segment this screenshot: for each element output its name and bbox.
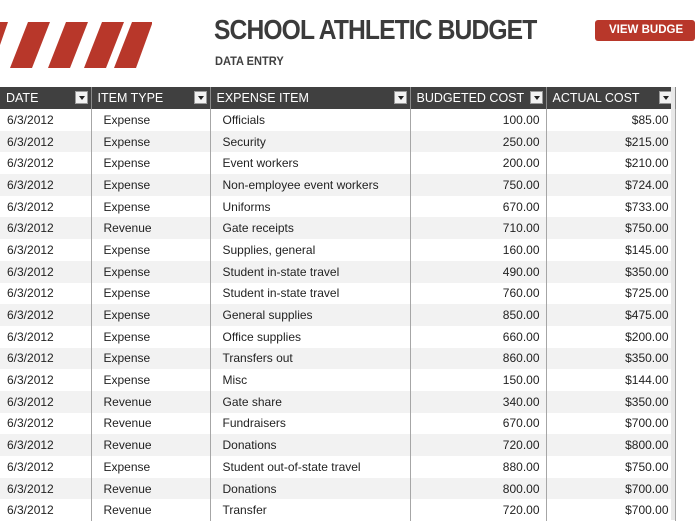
date-cell[interactable]: 6/3/2012 <box>0 304 91 326</box>
column-header-budgeted-cost <box>410 87 546 109</box>
column-header-label: BUDGETED COST <box>416 91 525 105</box>
actual-cost-cell[interactable]: $800.00 <box>546 434 675 456</box>
actual-cost-cell[interactable]: $733.00 <box>546 196 675 218</box>
column-header-expense-item <box>210 87 410 109</box>
budgeted-cost-cell[interactable]: 250.00 <box>410 131 546 153</box>
actual-cost-cell[interactable]: $200.00 <box>546 326 675 348</box>
expense-item-cell[interactable]: Donations <box>210 478 410 500</box>
header-stripes-decoration <box>0 22 152 68</box>
budget-table <box>0 87 676 521</box>
budgeted-cost-cell[interactable]: 720.00 <box>410 434 546 456</box>
column-header-actual-cost <box>546 87 675 109</box>
actual-cost-cell[interactable]: $700.00 <box>546 413 675 435</box>
expense-item-cell[interactable]: General supplies <box>210 304 410 326</box>
budgeted-cost-cell[interactable]: 670.00 <box>410 196 546 218</box>
table-row[interactable] <box>0 174 675 196</box>
column-header-label: EXPENSE ITEM <box>216 91 309 105</box>
budgeted-cost-cell[interactable]: 490.00 <box>410 261 546 283</box>
date-cell[interactable]: 6/3/2012 <box>0 369 91 391</box>
table-row[interactable] <box>0 239 675 261</box>
item-type-cell[interactable]: Expense <box>91 326 210 348</box>
actual-cost-cell[interactable]: $724.00 <box>546 174 675 196</box>
date-cell[interactable]: 6/3/2012 <box>0 239 91 261</box>
date-cell[interactable]: 6/3/2012 <box>0 348 91 370</box>
column-header-label: ACTUAL COST <box>552 91 640 105</box>
date-cell[interactable]: 6/3/2012 <box>0 456 91 478</box>
column-header-item-type <box>91 87 210 109</box>
table-row[interactable] <box>0 217 675 239</box>
expense-item-cell[interactable]: Officials <box>210 109 410 131</box>
expense-item-cell[interactable]: Gate receipts <box>210 217 410 239</box>
date-cell[interactable]: 6/3/2012 <box>0 478 91 500</box>
expense-item-cell[interactable]: Security <box>210 131 410 153</box>
page-subtitle: DATA ENTRY <box>215 54 284 68</box>
date-cell[interactable]: 6/3/2012 <box>0 217 91 239</box>
budgeted-cost-cell[interactable]: 720.00 <box>410 499 546 521</box>
table-row[interactable] <box>0 131 675 153</box>
budgeted-cost-cell[interactable]: 710.00 <box>410 217 546 239</box>
sheet-edge <box>671 87 675 520</box>
expense-item-cell[interactable]: Donations <box>210 434 410 456</box>
stripes-graphic <box>0 22 152 68</box>
expense-item-cell[interactable]: Non-employee event workers <box>210 174 410 196</box>
budgeted-cost-cell[interactable]: 660.00 <box>410 326 546 348</box>
budgeted-cost-cell[interactable]: 850.00 <box>410 304 546 326</box>
page-title: SCHOOL ATHLETIC BUDGET <box>214 14 537 45</box>
date-cell[interactable]: 6/3/2012 <box>0 326 91 348</box>
item-type-cell[interactable]: Expense <box>91 348 210 370</box>
table-row[interactable] <box>0 456 675 478</box>
actual-cost-cell[interactable]: $750.00 <box>546 217 675 239</box>
table-header-row <box>0 87 675 109</box>
date-cell[interactable]: 6/3/2012 <box>0 109 91 131</box>
actual-cost-cell[interactable]: $144.00 <box>546 369 675 391</box>
budgeted-cost-cell[interactable]: 860.00 <box>410 348 546 370</box>
column-header-label: ITEM TYPE <box>97 91 164 105</box>
item-type-cell[interactable]: Expense <box>91 131 210 153</box>
actual-cost-cell[interactable]: $215.00 <box>546 131 675 153</box>
table-row[interactable] <box>0 434 675 456</box>
budgeted-cost-cell[interactable]: 800.00 <box>410 478 546 500</box>
item-type-cell[interactable]: Expense <box>91 239 210 261</box>
table-row[interactable] <box>0 152 675 174</box>
item-type-cell[interactable]: Revenue <box>91 217 210 239</box>
item-type-cell[interactable]: Expense <box>91 196 210 218</box>
table-row[interactable] <box>0 413 675 435</box>
date-cell[interactable]: 6/3/2012 <box>0 283 91 305</box>
table-row[interactable] <box>0 196 675 218</box>
item-type-cell[interactable]: Revenue <box>91 413 210 435</box>
date-cell[interactable]: 6/3/2012 <box>0 413 91 435</box>
view-budget-button[interactable]: VIEW BUDGE <box>595 20 695 41</box>
budgeted-cost-cell[interactable]: 880.00 <box>410 456 546 478</box>
table-row[interactable] <box>0 304 675 326</box>
budgeted-cost-cell[interactable]: 340.00 <box>410 391 546 413</box>
actual-cost-cell[interactable]: $725.00 <box>546 283 675 305</box>
date-cell[interactable]: 6/3/2012 <box>0 434 91 456</box>
date-cell[interactable]: 6/3/2012 <box>0 174 91 196</box>
item-type-cell[interactable]: Revenue <box>91 391 210 413</box>
expense-item-cell[interactable]: Student out-of-state travel <box>210 456 410 478</box>
expense-item-cell[interactable]: Gate share <box>210 391 410 413</box>
expense-item-cell[interactable]: Misc <box>210 369 410 391</box>
item-type-cell[interactable]: Expense <box>91 109 210 131</box>
date-cell[interactable]: 6/3/2012 <box>0 499 91 521</box>
item-type-cell[interactable]: Revenue <box>91 478 210 500</box>
date-cell[interactable]: 6/3/2012 <box>0 261 91 283</box>
table-row[interactable] <box>0 109 675 131</box>
actual-cost-cell[interactable]: $350.00 <box>546 261 675 283</box>
item-type-cell[interactable]: Expense <box>91 152 210 174</box>
table-row[interactable] <box>0 326 675 348</box>
expense-item-cell[interactable]: Fundraisers <box>210 413 410 435</box>
actual-cost-cell[interactable]: $350.00 <box>546 391 675 413</box>
item-type-cell[interactable]: Expense <box>91 283 210 305</box>
date-cell[interactable]: 6/3/2012 <box>0 391 91 413</box>
budgeted-cost-cell[interactable]: 160.00 <box>410 239 546 261</box>
filter-dropdown-icon[interactable] <box>394 91 407 104</box>
table-row[interactable] <box>0 391 675 413</box>
budgeted-cost-cell[interactable]: 760.00 <box>410 283 546 305</box>
item-type-cell[interactable]: Revenue <box>91 499 210 521</box>
item-type-cell[interactable]: Expense <box>91 456 210 478</box>
column-header-label: DATE <box>6 91 39 105</box>
actual-cost-cell[interactable]: $475.00 <box>546 304 675 326</box>
filter-dropdown-icon[interactable] <box>659 91 672 104</box>
actual-cost-cell[interactable]: $700.00 <box>546 478 675 500</box>
actual-cost-cell[interactable]: $210.00 <box>546 152 675 174</box>
table-row[interactable] <box>0 283 675 305</box>
actual-cost-cell[interactable]: $350.00 <box>546 348 675 370</box>
filter-dropdown-icon[interactable] <box>530 91 543 104</box>
column-header-date <box>0 87 91 109</box>
table-row[interactable] <box>0 499 675 521</box>
actual-cost-cell[interactable]: $750.00 <box>546 456 675 478</box>
budgeted-cost-cell[interactable]: 750.00 <box>410 174 546 196</box>
table-row[interactable] <box>0 348 675 370</box>
expense-item-cell[interactable]: Student in-state travel <box>210 283 410 305</box>
expense-item-cell[interactable]: Transfers out <box>210 348 410 370</box>
table-row[interactable] <box>0 261 675 283</box>
expense-item-cell[interactable]: Event workers <box>210 152 410 174</box>
expense-item-cell[interactable]: Office supplies <box>210 326 410 348</box>
filter-dropdown-icon[interactable] <box>194 91 207 104</box>
item-type-cell[interactable]: Revenue <box>91 434 210 456</box>
expense-item-cell[interactable]: Supplies, general <box>210 239 410 261</box>
item-type-cell[interactable]: Expense <box>91 304 210 326</box>
filter-dropdown-icon[interactable] <box>75 91 88 104</box>
date-cell[interactable]: 6/3/2012 <box>0 152 91 174</box>
actual-cost-cell[interactable]: $145.00 <box>546 239 675 261</box>
budgeted-cost-cell[interactable]: 150.00 <box>410 369 546 391</box>
date-cell[interactable]: 6/3/2012 <box>0 131 91 153</box>
budgeted-cost-cell[interactable]: 670.00 <box>410 413 546 435</box>
expense-item-cell[interactable]: Transfer <box>210 499 410 521</box>
expense-item-cell[interactable]: Uniforms <box>210 196 410 218</box>
item-type-cell[interactable]: Expense <box>91 174 210 196</box>
date-cell[interactable]: 6/3/2012 <box>0 196 91 218</box>
table-row[interactable] <box>0 478 675 500</box>
item-type-cell[interactable]: Expense <box>91 261 210 283</box>
actual-cost-cell[interactable]: $700.00 <box>546 499 675 521</box>
table-body <box>0 109 675 521</box>
budgeted-cost-cell[interactable]: 200.00 <box>410 152 546 174</box>
item-type-cell[interactable]: Expense <box>91 369 210 391</box>
budgeted-cost-cell[interactable]: 100.00 <box>410 109 546 131</box>
table-row[interactable] <box>0 369 675 391</box>
actual-cost-cell[interactable]: $85.00 <box>546 109 675 131</box>
expense-item-cell[interactable]: Student in-state travel <box>210 261 410 283</box>
